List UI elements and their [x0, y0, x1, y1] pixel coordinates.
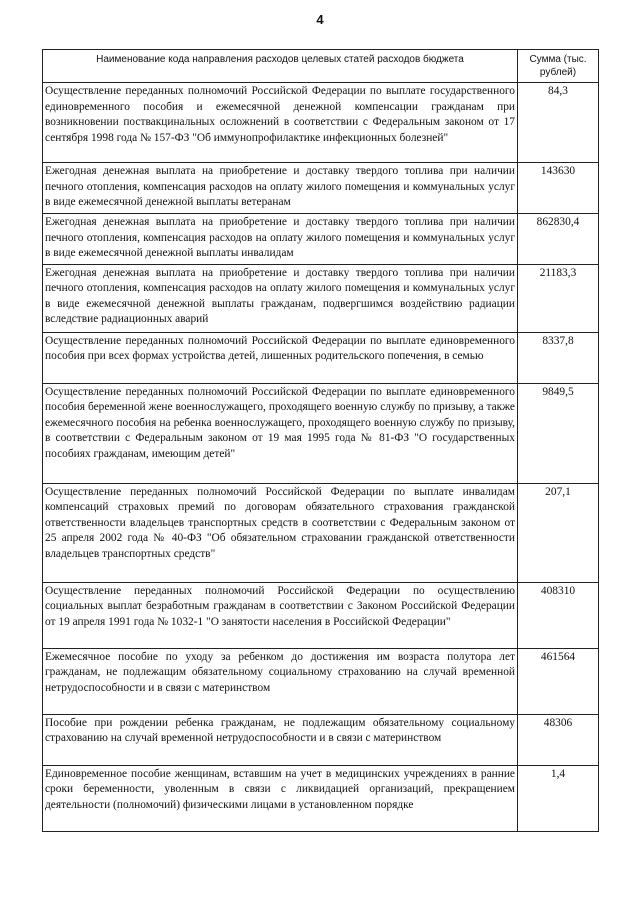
- table-row: [43, 714, 599, 765]
- row-sum: 862830,4: [518, 214, 599, 265]
- row-description: Пособие при рождении ребенка гражданам, не подлежащим обязательному социальному страхованию на случай временной нетрудоспособности и в связи с материнством: [43, 714, 518, 765]
- row-description: Ежемесячное пособие по уходу за ребенком до достижения им возраста полутора лет гражданам, не подлежащим обязательному социальному страхованию на случай временной нетрудоспособности и в связи с материнством: [43, 648, 518, 714]
- header-name: Наименование кода направления расходов целевых статей расходов бюджета: [43, 50, 518, 83]
- table-row: [43, 648, 599, 714]
- budget-table: [42, 49, 599, 832]
- row-description: Ежегодная денежная выплата на приобретение и доставку твердого топлива при наличии печного отопления, компенсация расходов на оплату жилого помещения и коммунальных услуг в виде ежемесячной денежной выплаты инвалидам: [43, 214, 518, 265]
- row-description: Осуществление переданных полномочий Российской Федерации по выплате государственного единовременного пособия и ежемесячной денежной компенсации гражданам при возникновении поствакцинальных осложнений в соответствии с Федеральным законом от 17 сентября 1998 года № 157-ФЗ "Об иммунопрофилактике инфекционных болезней": [43, 83, 518, 163]
- row-description: Осуществление переданных полномочий Российской Федерации по осуществлению социальных выплат безработным гражданам в соответствии с Законом Российской Федерации от 19 апреля 1991 года № 1032-1 "О занятости населения в Российской Федерации": [43, 582, 518, 648]
- table-row: [43, 214, 599, 265]
- row-sum: 48306: [518, 714, 599, 765]
- row-description: Осуществление переданных полномочий Российской Федерации по выплате единовременного пособия при всех формах устройства детей, лишенных родительского попечения, в семью: [43, 332, 518, 383]
- header-sum: Сумма (тыс. рублей): [518, 50, 599, 83]
- table-row: [43, 765, 599, 831]
- page-number: 4: [316, 12, 324, 27]
- table-row: [43, 383, 599, 483]
- row-sum: 8337,8: [518, 332, 599, 383]
- table-header-row: [43, 50, 599, 83]
- table-row: [43, 83, 599, 163]
- row-sum: 408310: [518, 582, 599, 648]
- table-row: [43, 582, 599, 648]
- row-sum: 1,4: [518, 765, 599, 831]
- row-description: Ежегодная денежная выплата на приобретение и доставку твердого топлива при наличии печного отопления, компенсация расходов на оплату жилого помещения и коммунальных услуг в виде ежемесячной денежной выплаты ветеранам: [43, 163, 518, 214]
- table-row: [43, 264, 599, 332]
- row-sum: 21183,3: [518, 264, 599, 332]
- row-sum: 9849,5: [518, 383, 599, 483]
- row-description: Осуществление переданных полномочий Российской Федерации по выплате инвалидам компенсаций страховых премий по договорам обязательного страхования гражданской ответственности владельцев транспортных средств в соответствии с Федеральным законом от 25 апреля 2002 года № 40-ФЗ "Об обязательном страховании гражданской ответственности владельцев транспортных средств": [43, 483, 518, 582]
- row-description: Ежегодная денежная выплата на приобретение и доставку твердого топлива при наличии печного отопления, компенсация расходов на оплату жилого помещения и коммунальных услуг в виде ежемесячной денежной выплаты гражданам, подвергшимся воздействию радиации вследствие радиационных аварий: [43, 264, 518, 332]
- row-description: Единовременное пособие женщинам, вставшим на учет в медицинских учреждениях в ранние сроки беременности, уволенным в связи с ликвидацией организаций, прекращением деятельности (полномочий) физическими лицами в установленном порядке: [43, 765, 518, 831]
- row-sum: 84,3: [518, 83, 599, 163]
- row-description: Осуществление переданных полномочий Российской Федерации по выплате единовременного пособия беременной жене военнослужащего, проходящего военную службу по призыву, а также ежемесячного пособия на ребенка военнослужащего, проходящего военную службу по призыву, в соответствии с Федеральным законом от 19 мая 1995 года № 81-ФЗ "О государственных пособиях гражданам, имеющим детей": [43, 383, 518, 483]
- row-sum: 461564: [518, 648, 599, 714]
- row-sum: 207,1: [518, 483, 599, 582]
- table-row: [43, 163, 599, 214]
- table-row: [43, 332, 599, 383]
- table-row: [43, 483, 599, 582]
- row-sum: 143630: [518, 163, 599, 214]
